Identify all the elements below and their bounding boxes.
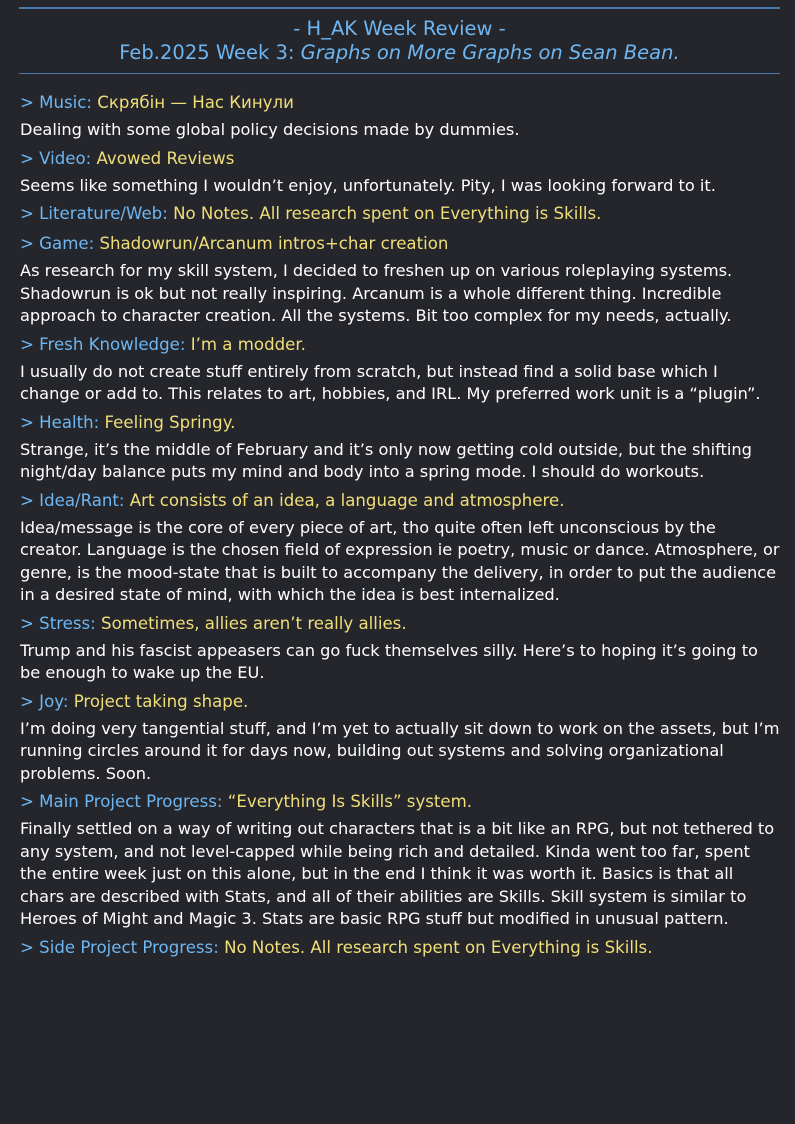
section-body-fresh-knowledge: I usually do not create stuff entirely from scratch, but instead find a solid base which I change or add to. This relates to art, hobbies, and IRL. My preferred work unit is a “plugin”. xyxy=(20,361,761,403)
section-body-main-project: Finally settled on a way of writing out characters that is a bit like an RPG, but not tethered to any system, and not level-capped while being rich and detailed. Kinda went too far, spent the entire week just on this alone, but in the end I think it was worth it. Basics is that all chars are described with Stats, and all of their abilities are Skills. Skill system is similar to Heroes of Might and Magic 3. Stats are basic RPG stuff but modified in unusual pattern. xyxy=(20,819,775,928)
section-value: Avowed Reviews xyxy=(96,148,235,168)
section-label: > Literature/Web: xyxy=(20,204,174,223)
section-heading-video xyxy=(20,148,780,170)
section-label: > Stress: xyxy=(20,613,102,633)
section-heading-joy xyxy=(20,691,780,713)
section-value: Art consists of an idea, a language and atmosphere. xyxy=(129,490,565,510)
section-label: > Video: xyxy=(20,148,97,168)
section-heading-idea-rant xyxy=(20,490,780,512)
page-header xyxy=(19,17,780,65)
section-heading-music xyxy=(20,92,780,114)
section-heading-literature xyxy=(20,203,780,225)
section-label: > Game: xyxy=(20,234,100,253)
section-body-health: Strange, it’s the middle of February and it’s only now getting cold outside, but the shifting night/day balance puts my mind and body into a spring mode. I should do workouts. xyxy=(20,439,752,481)
section-body-video: Seems like something I wouldn’t enjoy, unfortunately. Pity, I was looking forward to it. xyxy=(20,175,716,195)
section-value: “Everything Is Skills” system. xyxy=(227,792,473,811)
section-value: I’m a modder. xyxy=(190,334,306,354)
section-heading-fresh-knowledge xyxy=(20,334,780,356)
section-body-joy: I’m doing very tangential stuff, and I’m yet to actually sit down to work on the assets, but I’m running circles around it for days now, building out systems and solving organizational problems. Soon. xyxy=(20,718,780,783)
section-body-idea-rant: Idea/message is the core of every piece of art, tho quite often left unconscious by the creator. Language is the chosen field of expression ie poetry, music or dance. Atmosphere, or genre, is the mood-state that is built to accompany the delivery, in order to put the audience in a desired state of mind, with which the idea is best internalized. xyxy=(20,517,780,604)
section-label: > Main Project Progress: xyxy=(20,792,228,811)
section-value: Feeling Springy. xyxy=(104,412,236,432)
section-heading-game xyxy=(20,233,780,255)
section-label: > Joy: xyxy=(20,691,74,711)
section-value: Скрябін — Нас Кинули xyxy=(97,93,294,112)
section-label: > Idea/Rant: xyxy=(20,490,130,510)
subtitle-prefix: Feb.2025 Week 3: xyxy=(119,41,301,64)
section-label: > Music: xyxy=(20,93,98,112)
section-label: > Health: xyxy=(20,412,105,432)
section-body-game: As research for my skill system, I decided to freshen up on various roleplaying systems. Shadowrun is ok but not really inspiring. Arcanum is a whole different thing. Incredible approach to character creation. All the systems. Bit too complex for my needs, actually. xyxy=(20,261,733,325)
section-body-music: Dealing with some global policy decisions made by dummies. xyxy=(20,120,520,139)
subtitle-italic: Graphs on More Graphs on Sean Bean. xyxy=(300,41,680,64)
page-subtitle xyxy=(19,41,780,65)
review-content xyxy=(20,92,780,959)
header-divider xyxy=(19,73,780,74)
section-label: > Fresh Knowledge: xyxy=(20,334,191,354)
page-title: - H_AK Week Review - xyxy=(293,17,506,40)
section-label: > Side Project Progress: xyxy=(20,937,225,957)
section-value: Project taking shape. xyxy=(73,691,249,711)
section-value: No Notes. All research spent on Everything is Skills. xyxy=(224,937,653,957)
top-divider xyxy=(19,7,780,9)
section-heading-side-project xyxy=(20,937,780,959)
section-heading-health xyxy=(20,412,780,434)
section-body-stress: Trump and his fascist appeasers can go fuck themselves silly. Here’s to hoping it’s going to be enough to wake up the EU. xyxy=(20,640,758,682)
section-value: Shadowrun/Arcanum intros+char creation xyxy=(99,234,449,253)
section-heading-stress xyxy=(20,613,780,635)
section-heading-main-project xyxy=(20,791,780,813)
section-value: Sometimes, allies aren’t really allies. xyxy=(101,613,407,633)
section-value: No Notes. All research spent on Everything is Skills. xyxy=(173,204,602,223)
